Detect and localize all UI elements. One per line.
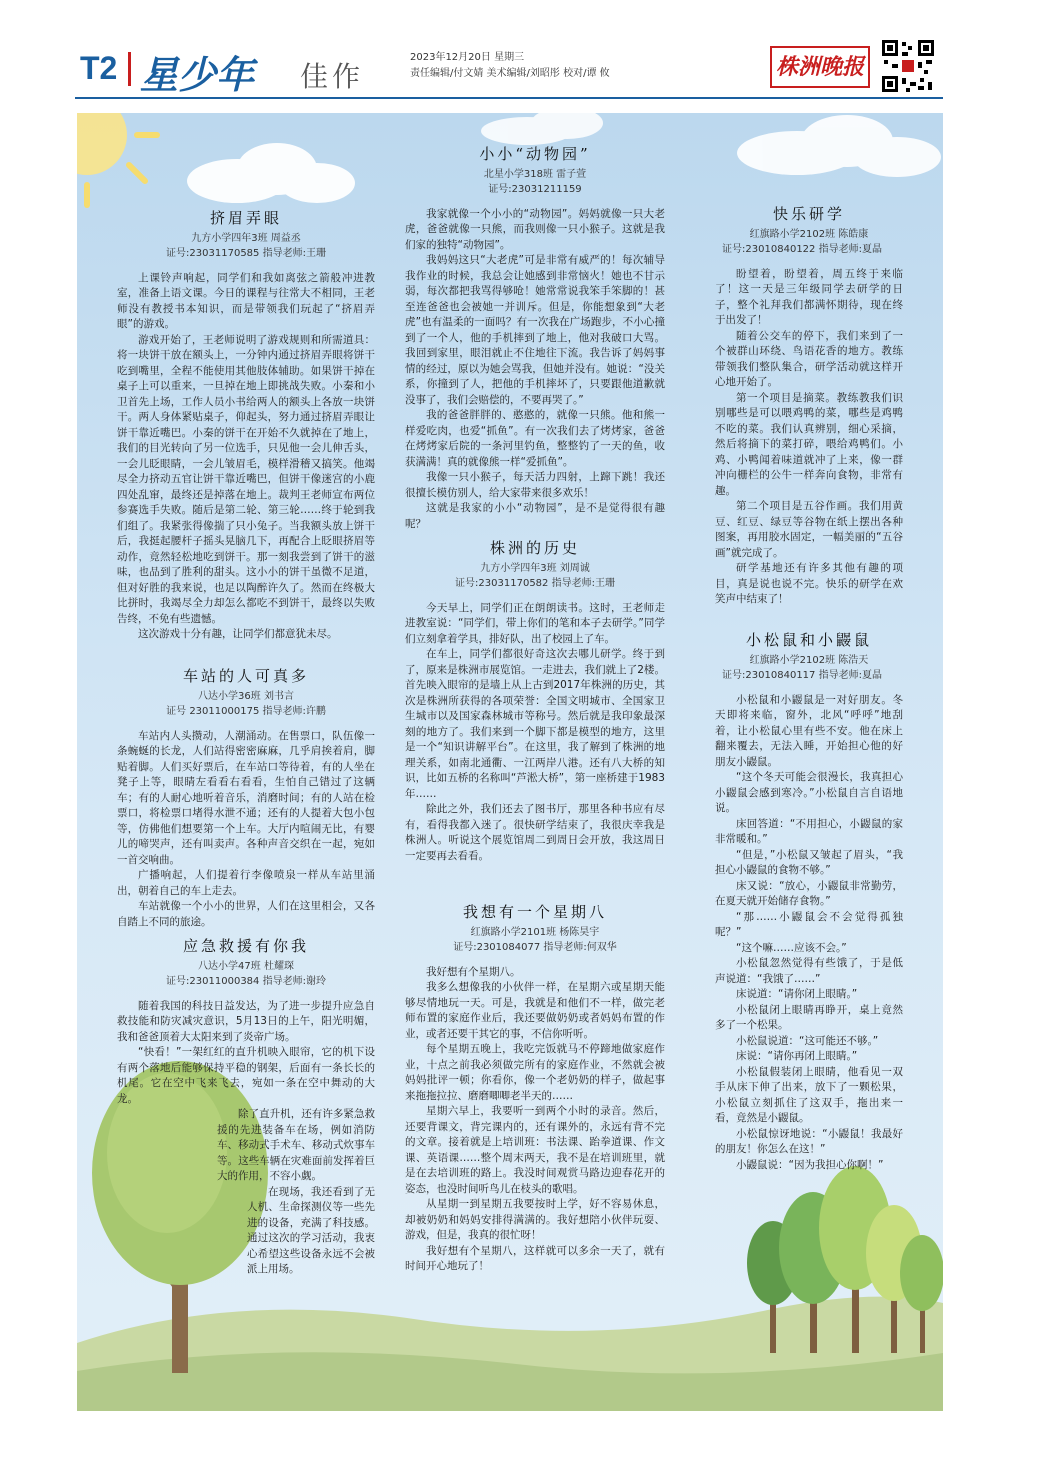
cloud-icon — [737, 115, 941, 177]
article-byline — [715, 227, 903, 257]
masthead — [0, 0, 1039, 110]
article-body — [405, 207, 665, 533]
paragraph: “快看！”一架红红的直升机映入眼帘，它的机下设有两个落地后能够保持平稳的钢架，后面有一条长长的机尾。它在空中飞来飞去，宛如一条在空中舞动的大龙。 — [117, 1046, 375, 1105]
paragraph: “但是，”小松鼠又皱起了眉头，“我担心小鼹鼠的食物不够。” — [715, 848, 903, 876]
article-body — [117, 999, 375, 1278]
paragraph: 游戏开始了，王老师说明了游戏规则和所需道具：将一块饼干放在额头上，一分钟内通过挤眉弄眼将饼干吃到嘴里，全程不能使用其他肢体辅助。如果饼干掉在桌子上可以重来，一旦掉在地上即挑战失败。小秦和小卫首先上场，工作人员小书给两人的额头上各放一块饼干。两人身体紧贴桌子，仰起头，努力通过挤眉弄眼让饼干靠近嘴巴。小秦的饼干在开始不久就掉在了地上，我们的目光转向了另一位选手，只见他一会儿伸舌头，一会儿眨眼睛，一会儿皱眉毛，模样滑稽又搞笑。他竭尽全力挤动五官让饼干靠近嘴巴，但饼干像迷宫的小鹿四处乱窜，最终还是掉落在地上。裁判王老师宣布两位参赛选手失败。随后是第二轮、第三轮……终于轮到我们组了。我紧张得像揣了只小兔子。当我额头放上饼干后，我挺起腰杆子摇头晃脑几下，再配合上眨眼挤眉等动作，竟然轻松地吃到饼干。那一刻我尝到了饼干的滋味，也品到了胜利的甜头。这小小的饼干虽微不足道，但对好胜的我来说，也足以陶醉许久了。然而在终极大比拼时，我竭尽全力却怎么都吃不到饼干，最终以失败告终，不免有些遗憾。 — [117, 333, 375, 625]
article-title: 小小“动物园” — [479, 145, 591, 163]
byline-line: 证号 23011000175 指导老师:许鹏 — [166, 705, 326, 717]
article-title: 挤眉弄眼 — [209, 209, 282, 227]
article-study — [715, 207, 903, 608]
paragraph: 每个星期五晚上，我吃完饭就马不停蹄地做家庭作业，十点之前我必须做完所有的家庭作业，不然就会被妈妈批评一顿；你看你，像一个老奶奶的样子，做起事来拖拖拉拉、磨磨唧唧老半天的…… — [405, 1043, 665, 1102]
byline-line: 八达小学36班 刘书言 — [198, 690, 294, 702]
article-body — [715, 267, 903, 608]
byline-line: 八达小学47班 杜耀琛 — [198, 960, 294, 972]
content-panel — [77, 113, 943, 1411]
byline-line: 证号:23010840122 指导老师:夏晶 — [722, 243, 882, 255]
byline-line: 红旗路小学2102班 陈皓康 — [749, 228, 869, 240]
paragraph: 床回答道：“不用担心，小鼹鼠的家非常暖和。” — [715, 817, 903, 845]
paragraph: 我多么想像我的小伙伴一样，在星期六或星期天能够尽情地玩一天。可是，我就是和他们不一样，做完老师布置的家庭作业后，我还要做奶奶或者妈妈布置的作业，或者还要干其它的事，不信你听听。 — [405, 981, 665, 1040]
article-squirrel — [715, 633, 903, 1173]
paragraph: 广播响起，人们提着行李像喷泉一样从车站里涌出，朝着自己的车上走去。 — [117, 869, 375, 897]
paragraph: “那……小鼹鼠会不会觉得孤独呢？” — [715, 910, 903, 938]
article-body — [715, 693, 903, 1174]
paragraph: 床说：“请你再闭上眼睛。” — [736, 1050, 858, 1062]
article-byline — [405, 925, 665, 955]
article-byline — [117, 231, 375, 261]
byline-line: 红旗路小学2101班 杨陈昊宇 — [470, 926, 600, 938]
paragraph: 盼望着，盼望着，周五终于来临了！这一天是三年级同学去研学的日子，整个礼拜我们都满怀期待，现在终于出发了！ — [715, 267, 903, 326]
paragraph: 小松鼠惊讶地说：“小鼹鼠！我最好的朋友！你怎么在这！” — [715, 1127, 903, 1155]
byline-line: 红旗路小学2102班 陈浩天 — [749, 654, 869, 666]
page-number: T2 — [80, 50, 118, 86]
article-title: 小松鼠和小鼹鼠 — [745, 631, 872, 649]
paragraph: 研学基地还有许多其他有趣的项目，真是说也说不完。快乐的研学在欢笑声中结束了！ — [715, 562, 903, 605]
byline-line: 证号:23011000384 指导老师:谢玲 — [166, 975, 326, 987]
article-jimei — [117, 211, 375, 643]
article-title: 我想有一个星期八 — [462, 903, 607, 921]
masthead-divider — [128, 52, 131, 86]
article-byline — [405, 167, 665, 197]
paragraph: 车站内人头攒动，人潮涌动。在售票口，队伍像一条蜿蜒的长龙，人们站得密密麻麻，几乎肩挨着肩，脚贴着脚。人们买好票后，在车站口等待着，有的人坐在凳子上等，眼睛左看看右看看，生怕自己错过了这辆车；有的人耐心地听着音乐，消磨时间；有的人站在检票口，将检票口堵得水泄不通；还有的人提着大包小包等，仿佛他们想要第一个上车。大厅内喧闹无比，有婴儿的啼哭声，还有叫卖声。各种声音交织在一起，宛如一首交响曲。 — [117, 729, 375, 866]
article-title: 车站的人可真多 — [182, 667, 309, 685]
paragraph: 随着我国的科技日益发达，为了进一步提升应急自救技能和防灾减灾意识，5月13日的上午，阳光明媚，我和爸爸顶着大太阳来到了炎帝广场。 — [117, 999, 375, 1043]
paragraph: 车站就像一个小小的世界，人们在这里相会，又各自踏上不同的旅途。 — [117, 900, 375, 928]
paragraph: 床说道：“请你闭上眼睛。” — [736, 988, 858, 1000]
paragraph: 小松鼠和小鼹鼠是一对好朋友。冬天即将来临，窗外，北风“呼呼”地刮着，让小松鼠心里有些不安。他在床上翻来覆去，无法入睡，开始担心他的好朋友小鼹鼠。 — [715, 693, 903, 768]
byline-line: 九方小学四年3班 刘周诚 — [480, 562, 590, 574]
article-title: 快乐研学 — [772, 205, 845, 223]
paragraph: 我像一只小猴子，每天活力四射，上蹿下跳！我还很擅长模仿别人，给大家带来很多欢乐！ — [405, 471, 665, 499]
article-byline — [117, 959, 375, 989]
byline-line: 证号:23031170582 指导老师:王珊 — [455, 577, 615, 589]
paragraph: 我好想有个星期八。 — [426, 965, 521, 978]
paragraph: 除了直升机，还有许多紧急救援的先进装备车在场，例如消防车、移动式手术车、移动式炊事车等。这些车辆在灾难面前发挥着巨大的作用，不容小觑。 — [217, 1108, 375, 1182]
masthead-rule — [75, 97, 943, 99]
paragraph: 随着公交车的停下，我们来到了一个被群山环绕、鸟语花香的地方。教练带领我们整队集合，研学活动就这样开心地开始了。 — [715, 329, 903, 388]
cloud-icon — [481, 113, 603, 145]
paragraph: “这个嘛……应该不会。” — [736, 941, 847, 954]
article-history — [405, 541, 665, 864]
paragraph: 我妈妈这只“大老虎”可是非常有威严的！每次辅导我作业的时候，我总会让她感到非常恼火！她也不甘示弱，每次都把我骂得够呛！她常常说我笨手笨脚的！甚至连爸爸也会被她一并训斥。但是，你能想象到“大老虎”也有温柔的一面吗？有一次我在广场跑步，不小心撞到了一个人，他的手机摔到了地上，他对我破口大骂。我回到家里，眼泪就止不住地往下流。我告诉了妈妈事情的经过，原以为她会骂我，但她并没有。她说：“没关系，你撞到了人，把他的手机摔坏了，只要跟他道歉就没事了，我们会赔偿的，不要再哭了。” — [405, 254, 665, 406]
byline-line: 证号:23010840117 指导老师:夏晶 — [722, 669, 882, 681]
byline-line: 证号:2301084077 指导老师:何双华 — [453, 941, 617, 953]
paragraph: 床又说：“放心，小鼹鼠非常勤劳，在夏天就开始储存食物。” — [715, 879, 903, 907]
paragraph: 星期六早上，我要听一到两个小时的录音。然后，还要背课文，背完课内的，还有课外的，永远有背不完的文章。接着就是上培训班：书法课、跆拳道课、作文课、英语课……整个周末两天，我不是在培训班里，就是在去培训班的路上。我没时间观赏马路边迎春花开的姿态，也没时间听鸟儿在枝头的歌唱。 — [405, 1105, 665, 1195]
paragraph: 这就是我家的小小“动物园”，是不是觉得很有趣呢？ — [405, 502, 665, 530]
paragraph: 第一个项目是摘菜。教练教我们识别哪些是可以喂鸡鸭的菜，哪些是鸡鸭不吃的菜。我们认真辨别，细心采摘，然后将摘下的菜打碎，喂给鸡鸭们。小鸡、小鸭闻着味道就冲了上来，像一群冲向栅栏的公牛一样奔向食物，非常有趣。 — [715, 391, 903, 497]
article-title: 应急救援有你我 — [182, 937, 309, 955]
article-byline — [117, 689, 375, 719]
section-logo: 星少年 — [140, 53, 255, 97]
paragraph: 我的爸爸胖胖的、憨憨的，就像一只熊。他和熊一样爱吃肉，也爱“抓鱼”。有一次我们去了烤烤家，爸爸在烤烤家后院的一条河里钓鱼，整整钓了一天的鱼，收获满满！真的就像熊一样“爱抓鱼”。 — [405, 409, 665, 468]
newspaper-logo: 株洲晚报 — [770, 46, 870, 88]
byline-line: 九方小学四年3班 周益丞 — [191, 232, 301, 244]
paragraph: 我好想有个星期八，这样就可以多余一天了，就有时间开心地玩了！ — [405, 1244, 665, 1272]
paragraph: 这次游戏十分有趣，让同学们都意犹未尽。 — [138, 628, 338, 640]
article-body — [117, 729, 375, 931]
paragraph: 小松鼠闭上眼睛再睁开，桌上竟然多了一个松果。 — [715, 1003, 903, 1031]
paragraph: 在车上，同学们都很好奇这次去哪儿研学。终于到了，原来是株洲市展览馆。一走进去，我们就上了2楼。首先映入眼帘的是墙上从上古到2017年株洲的历史，其次是株洲所获得的各项荣誉：全国文明城市、全国家卫生城市以及国家森林城市等称号。然后就是我印象最深刻的地方了。我们来到一个脚下都是模型的地方，这里是一个“知识讲解平台”。在这里，我了解到了株洲的地理关系，如南北通衢、一江两岸八港。还有八大桥的知识，比如五桥的名称叫“芦淞大桥”，第一座桥建于1983年…… — [405, 648, 665, 800]
paragraph: 第二个项目是五谷作画。我们用黄豆、红豆、绿豆等谷物在纸上摆出各种图案，再用胶水固定，一幅美丽的“五谷画”就完成了。 — [715, 500, 903, 559]
article-body — [405, 601, 665, 865]
paragraph: 小鼹鼠说：“因为我担心你啊！” — [736, 1158, 884, 1171]
article-byline — [715, 653, 903, 683]
issue-date: 2023年12月20日 星期三 — [410, 52, 525, 63]
article-station — [117, 669, 375, 930]
byline-line: 证号:23031211159 — [488, 183, 582, 195]
paragraph: 上课铃声响起，同学们和我如离弦之箭般冲进教室，准备上语文课。今日的课程与往常大不相同，王老师没有教授书本知识，而是带领我们玩起了“挤眉弄眼”的游戏。 — [117, 271, 375, 330]
article-body — [405, 965, 665, 1275]
paragraph: 小松鼠假装闭上眼睛，他看见一双手从床下伸了出来，放下了一颗松果，小松鼠立刻抓住了这双手，拖出来一看，竟然是小鼹鼠。 — [715, 1065, 903, 1124]
editors-line: 责任编辑/付文婧 美术编辑/刘昭彤 校对/谭 攸 — [410, 68, 610, 79]
byline-line: 北星小学318班 雷子萱 — [483, 168, 587, 180]
article-byline — [405, 561, 665, 591]
qr-code-icon — [880, 38, 936, 94]
article-body — [117, 271, 375, 643]
article-saturday — [405, 905, 665, 1275]
article-zoo — [405, 147, 665, 532]
section-title: 佳作 — [300, 60, 365, 93]
sun-icon — [77, 113, 157, 205]
paragraph: 从星期一到星期五我要按时上学，好不容易休息，却被奶奶和妈妈安排得满满的。我好想陪小伙伴玩耍、游戏，但是，我真的很忙呀！ — [405, 1198, 665, 1241]
article-rescue — [117, 939, 375, 1278]
paragraph: 小松鼠忽然觉得有些饿了，于是低声说道：“我饿了……” — [715, 957, 903, 985]
paragraph: “这个冬天可能会很漫长，我真担心小鼹鼠会感到寒冷。”小松鼠自言自语地说。 — [715, 771, 903, 814]
article-title: 株洲的历史 — [489, 539, 580, 557]
paragraph: 我家就像一个小小的“动物园”。妈妈就像一只大老虎，爸爸就像一只熊，而我则像一只小猴子。这就是我们家的独特“动物园”。 — [405, 207, 665, 251]
paragraph: 小松鼠说道：“这可能还不够。” — [736, 1034, 879, 1047]
paragraph: 今天早上，同学们正在朗朗读书。这时，王老师走进教室说：“同学们，带上你们的笔和本子去研学。”同学们立刻拿着学具，排好队，出了校园上了车。 — [405, 601, 665, 645]
cloud-icon — [187, 143, 355, 203]
paragraph: 除此之外，我们还去了图书厅，那里各种书应有尽有，看得我都入迷了。很快研学结束了，我很庆幸我是株洲人。听说这个展览馆周二到周日会开放，我这周日一定要再去看看。 — [405, 803, 665, 862]
issue-meta — [410, 50, 610, 82]
paragraph: 在现场，我还看到了无人机、生命探测仪等一些先进的设备，充满了科技感。通过这次的学习活动，我衷心希望这些设备永远不会被派上用场。 — [247, 1185, 375, 1275]
byline-line: 证号:23031170585 指导老师:王珊 — [166, 247, 326, 259]
